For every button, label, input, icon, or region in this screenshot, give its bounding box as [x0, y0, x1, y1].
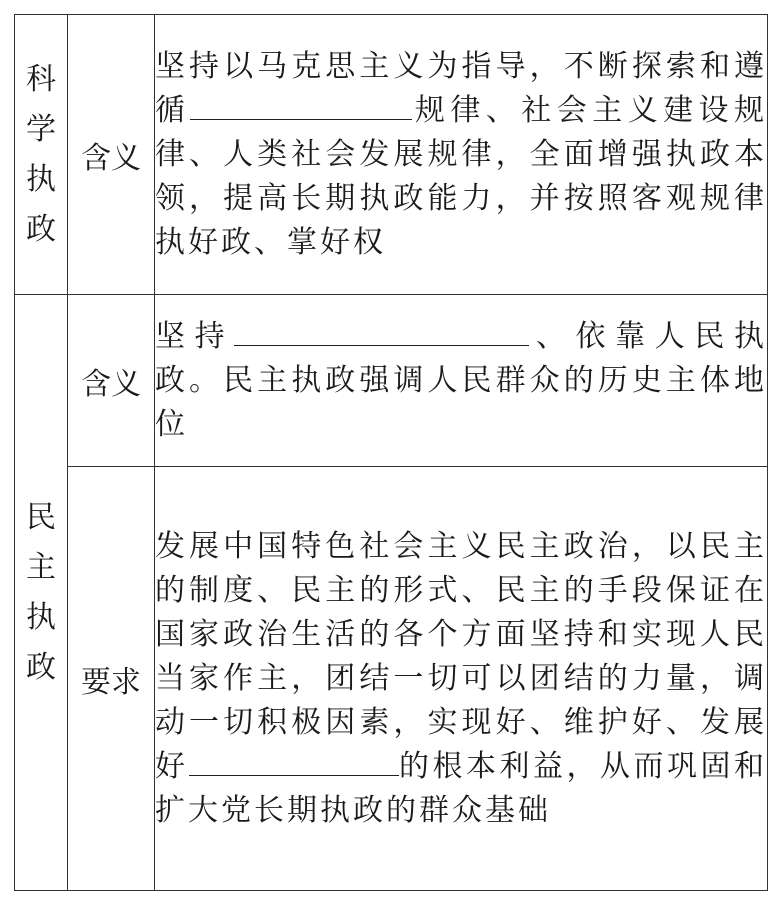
- table-row: [15, 467, 768, 891]
- policy-table: [14, 14, 768, 891]
- topic-char: 执: [26, 161, 56, 197]
- table-row: [15, 15, 768, 295]
- topic-char: 科: [26, 61, 56, 97]
- content-text: 坚持: [155, 318, 235, 354]
- row-content: [155, 295, 768, 467]
- topic-char: 政: [26, 211, 56, 247]
- topic-char: 政: [26, 649, 56, 685]
- content-text: 的根本利益，从而巩固和扩大党长期执政的群众基础: [155, 748, 767, 828]
- row-content: [155, 15, 768, 295]
- topic-cell-democratic-governance: [15, 295, 68, 891]
- fill-blank[interactable]: [189, 745, 399, 776]
- topic-cell-scientific-governance: [15, 15, 68, 295]
- content-text: 发展中国特色社会主义民主政治，以民主的制度、民主的形式、民主的手段保证在国家政治生活的各个方面坚持和实现人民当家作主，团结一切可以团结的力量，调动一切积极因素，实现好、维护好、发展好: [155, 528, 767, 784]
- row-label: 要求: [68, 467, 155, 891]
- topic-char: 主: [26, 549, 56, 585]
- topic-char: 执: [26, 599, 56, 635]
- row-label: 含义: [68, 15, 155, 295]
- topic-char: 学: [26, 111, 56, 147]
- topic-char: 民: [26, 499, 56, 535]
- row-content: [155, 467, 768, 891]
- table-row: [15, 295, 768, 467]
- content-text: 、依靠人民执政。民主执政强调人民群众的历史主体地位: [155, 318, 767, 442]
- row-label: 含义: [68, 295, 155, 467]
- content-text: 规律、社会主义建设规律、人类社会发展规律，全面增强执政本领，提高长期执政能力，并按照客观规律执好政、掌好权: [155, 92, 768, 260]
- fill-blank[interactable]: [234, 315, 529, 346]
- fill-blank[interactable]: [190, 89, 412, 120]
- content-text: 坚持以马克思主义为指导，不断探索和遵循: [155, 48, 767, 128]
